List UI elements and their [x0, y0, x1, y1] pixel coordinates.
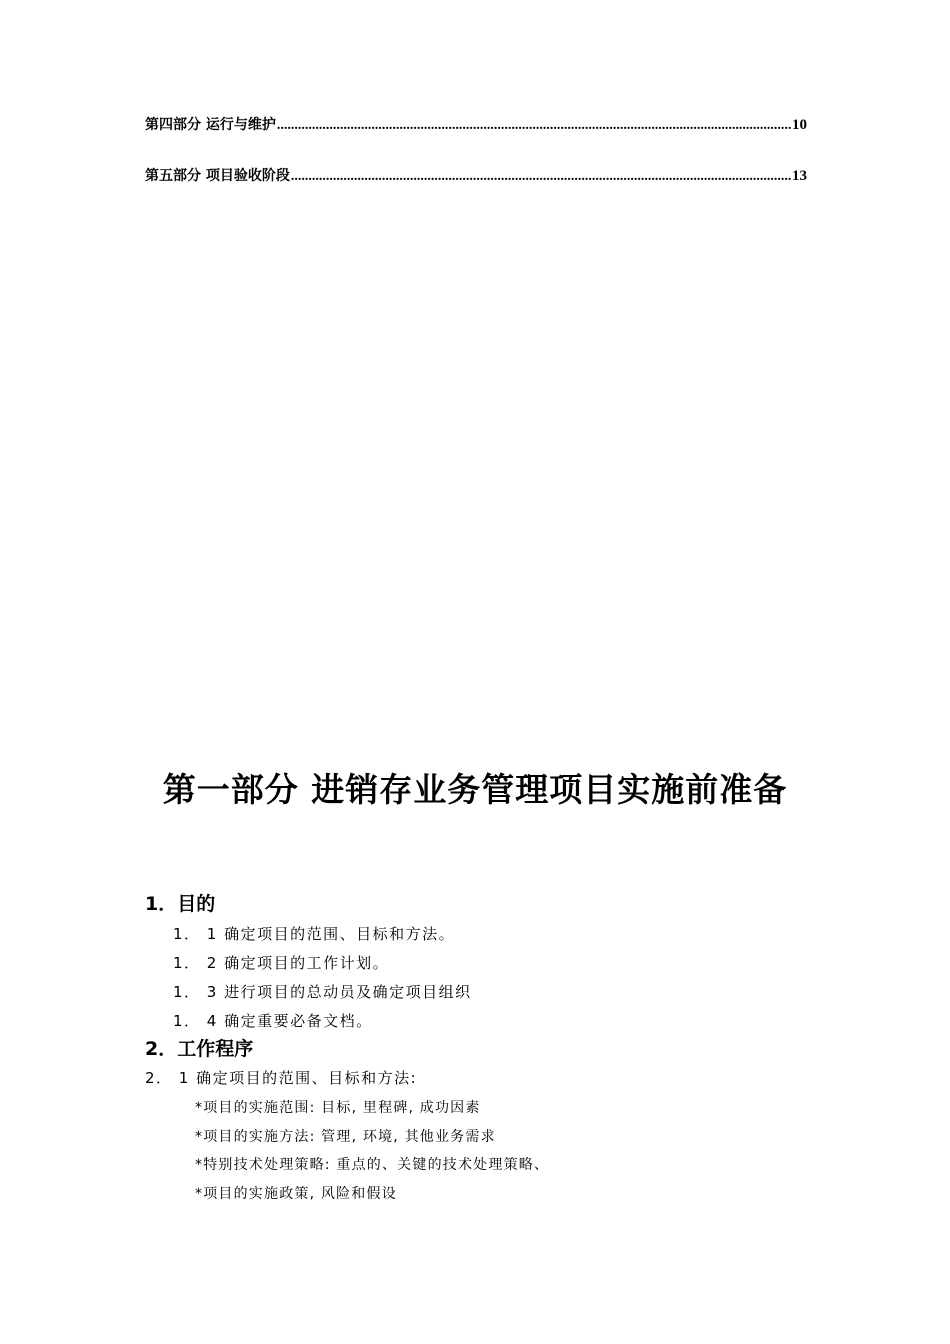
- purpose-item: 1． 2 确定项目的工作计划。: [173, 954, 390, 972]
- purpose-item: 1． 4 确定重要必备文档。: [173, 1012, 373, 1030]
- toc-entry-page: 10: [792, 117, 807, 133]
- purpose-item: 1． 1 确定项目的范围、目标和方法。: [173, 925, 456, 943]
- toc-entry-part-four[interactable]: [145, 114, 807, 138]
- toc-leader-dots: [291, 169, 791, 185]
- procedure-bullet: *项目的实施方法: 管理, 环境, 其他业务需求: [195, 1129, 496, 1145]
- part-title: 第一部分 进销存业务管理项目实施前准备: [162, 770, 788, 809]
- toc-entry-part-five[interactable]: [145, 165, 807, 189]
- section-heading-procedure: 2．工作程序: [145, 1038, 254, 1060]
- purpose-item: 1． 3 进行项目的总动员及确定项目组织: [173, 983, 472, 1001]
- toc-entry-label: 第四部分 运行与维护: [145, 117, 276, 133]
- table-of-contents: [145, 114, 807, 216]
- toc-leader-dots: [277, 118, 791, 134]
- procedure-bullet: *项目的实施范围: 目标, 里程碑, 成功因素: [195, 1100, 481, 1116]
- toc-entry-page: 13: [792, 168, 807, 184]
- procedure-bullet: *项目的实施政策, 风险和假设: [195, 1186, 397, 1202]
- procedure-subheading: 2． 1 确定项目的范围、目标和方法:: [145, 1069, 418, 1087]
- section-heading-purpose: 1．目的: [145, 893, 216, 915]
- toc-entry-label: 第五部分 项目验收阶段: [145, 168, 290, 184]
- procedure-bullet: *特别技术处理策略: 重点的、关键的技术处理策略、: [195, 1157, 550, 1173]
